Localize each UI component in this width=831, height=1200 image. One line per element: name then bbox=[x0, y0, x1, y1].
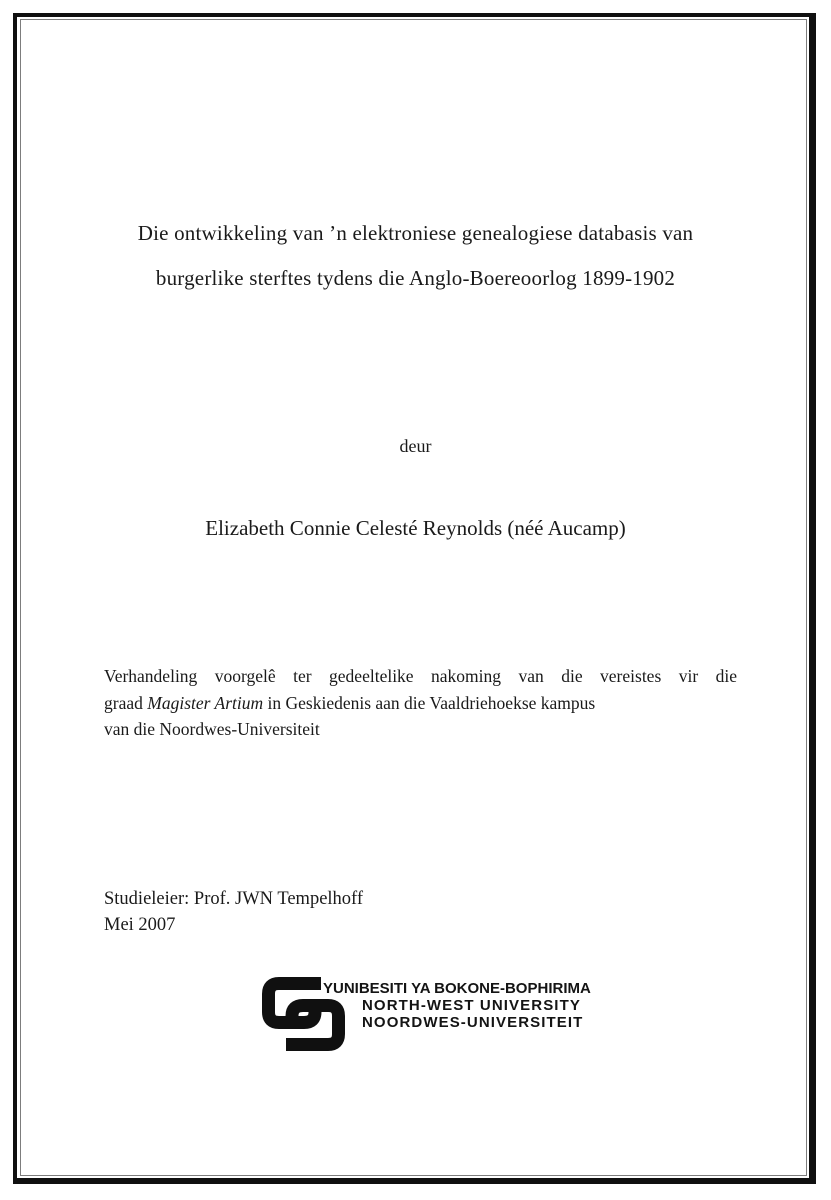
university-logo bbox=[255, 972, 591, 1062]
logo-text-line-2: NORTH-WEST UNIVERSITY bbox=[362, 997, 581, 1014]
statement-line-2-post: in Geskiedenis aan die Vaaldriehoekse kampus bbox=[263, 692, 596, 713]
supervisor-block bbox=[104, 886, 363, 938]
logo-text-line-1: YUNIBESITI YA BOKONE-BOPHIRIMA bbox=[323, 980, 591, 997]
statement-line-2-pre: graad bbox=[104, 692, 148, 713]
statement-degree-name: Magister Artium bbox=[147, 692, 264, 713]
author-name: Elizabeth Connie Celesté Reynolds (néé Aucamp) bbox=[205, 516, 626, 540]
logo-text-line-3: NOORDWES-UNIVERSITEIT bbox=[362, 1014, 584, 1031]
thesis-title bbox=[40, 211, 791, 301]
date-line: Mei 2007 bbox=[104, 915, 176, 935]
degree-statement bbox=[104, 663, 737, 743]
byline-label: deur bbox=[399, 436, 432, 456]
logo-text bbox=[323, 980, 591, 1031]
statement-line-3: van die Noordwes-Universiteit bbox=[104, 719, 320, 739]
statement-line-2 bbox=[104, 690, 737, 717]
title-line-2: burgerlike sterftes tydens die Anglo-Boereoorlog 1899-1902 bbox=[155, 266, 676, 290]
title-line-1: Die ontwikkeling van ’n elektroniese genealogiese databasis van bbox=[137, 221, 694, 245]
statement-line-1: Verhandeling voorgelê ter gedeeltelike nakoming van die vereistes vir die bbox=[104, 666, 737, 686]
supervisor-line: Studieleier: Prof. JWN Tempelhoff bbox=[104, 889, 364, 909]
